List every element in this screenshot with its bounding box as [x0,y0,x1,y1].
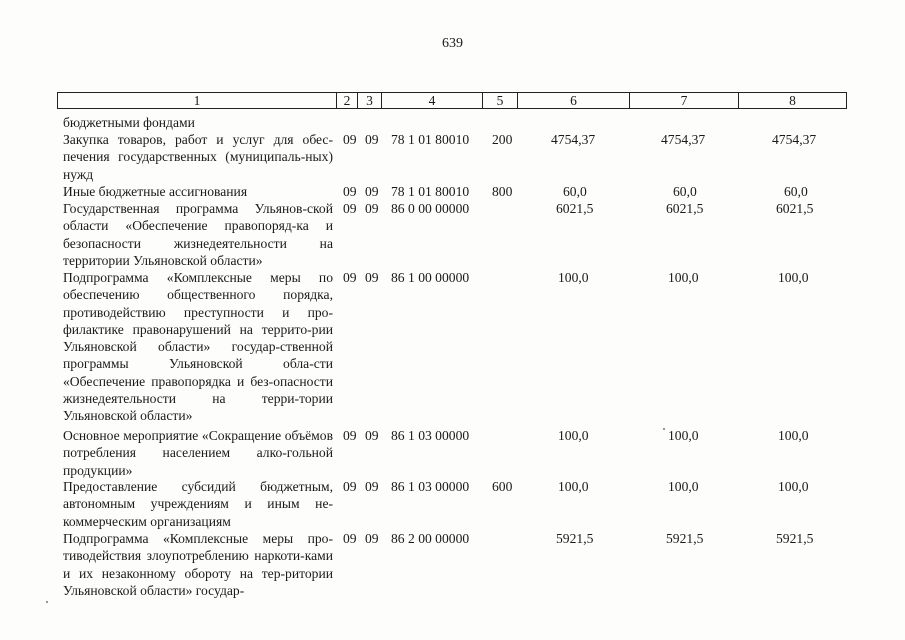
row-section: 09 [343,132,357,147]
page-number: 639 [442,36,463,51]
header-col-1: 1 [57,92,337,109]
row-section: 09 [343,201,357,216]
row-expense-type: 800 [492,184,513,199]
row-value-6: 100,0 [558,270,589,285]
scan-speck [663,428,665,430]
row-target-code: 86 2 00 00000 [391,531,470,546]
row-value-8: 100,0 [778,428,809,443]
row-target-code: 86 0 00 00000 [391,201,470,216]
row-description: Государственная программа Ульянов-ской области «Обеспечение правопоряд-ка и безопасности жизнедеятельности на территории Ульяновской области» [63,201,333,268]
row-subsection: 09 [365,201,379,216]
header-col-2: 2 [336,92,358,109]
row-value-7: 60,0 [673,184,697,199]
row-description: Предоставление субсидий бюджетным, автономным учреждениям и иным не-коммерческим организациям [63,479,333,529]
row-value-8: 4754,37 [772,132,817,147]
row-value-6: 100,0 [558,428,589,443]
header-col-4: 4 [381,92,483,109]
row-section: 09 [343,479,357,494]
row-expense-type: 600 [492,479,513,494]
row-value-7: 5921,5 [666,531,704,546]
row-description: бюджетными фондами [63,115,195,130]
table-header [57,92,847,109]
row-section: 09 [343,270,357,285]
row-description: Подпрограмма «Комплексные меры про-тиводействия злоупотреблению наркоти-ками и их незаконному обороту на тер-ритории Ульяновской области» государ- [63,531,333,598]
row-value-7: 100,0 [668,428,699,443]
row-value-8: 100,0 [778,270,809,285]
header-col-8: 8 [738,92,847,109]
row-subsection: 09 [365,531,379,546]
row-section: 09 [343,531,357,546]
row-description: Иные бюджетные ассигнования [63,184,248,199]
row-subsection: 09 [365,428,379,443]
row-target-code: 86 1 03 00000 [391,428,470,443]
header-col-6: 6 [517,92,630,109]
row-section: 09 [343,184,357,199]
row-value-6: 100,0 [558,479,589,494]
row-value-7: 6021,5 [666,201,704,216]
row-target-code: 86 1 00 00000 [391,270,470,285]
row-value-6: 4754,37 [551,132,596,147]
row-value-6: 6021,5 [556,201,594,216]
row-value-8: 6021,5 [776,201,814,216]
row-value-8: 60,0 [784,184,808,199]
row-value-8: 100,0 [778,479,809,494]
row-expense-type: 200 [492,132,513,147]
row-section: 09 [343,428,357,443]
row-value-6: 60,0 [563,184,587,199]
row-description: Закупка товаров, работ и услуг для обес-печения государственных (муниципаль-ных) нужд [63,132,333,182]
row-subsection: 09 [365,132,379,147]
row-target-code: 78 1 01 80010 [391,132,470,147]
row-value-6: 5921,5 [556,531,594,546]
row-subsection: 09 [365,479,379,494]
row-value-7: 100,0 [668,270,699,285]
row-subsection: 09 [365,270,379,285]
row-subsection: 09 [365,184,379,199]
row-value-7: 4754,37 [661,132,706,147]
header-col-5: 5 [482,92,518,109]
header-col-3: 3 [357,92,382,109]
scan-speck [46,601,48,603]
row-value-7: 100,0 [668,479,699,494]
row-description: Основное мероприятие «Сокращение объёмов потребления населением алко-гольной продукции» [63,428,333,478]
row-target-code: 86 1 03 00000 [391,479,470,494]
header-col-7: 7 [629,92,739,109]
row-value-8: 5921,5 [776,531,814,546]
row-description: Подпрограмма «Комплексные меры по обеспечению общественного порядка, противодействию преступности и про-филактике правонарушений на террито-рии Ульяновской области» государ-ственной программы Ульяновской обла-сти «Обеспечение правопорядка и без-опасности жизнедеятельности на терри-тории Ульяновской области» [63,270,333,424]
row-target-code: 78 1 01 80010 [391,184,470,199]
